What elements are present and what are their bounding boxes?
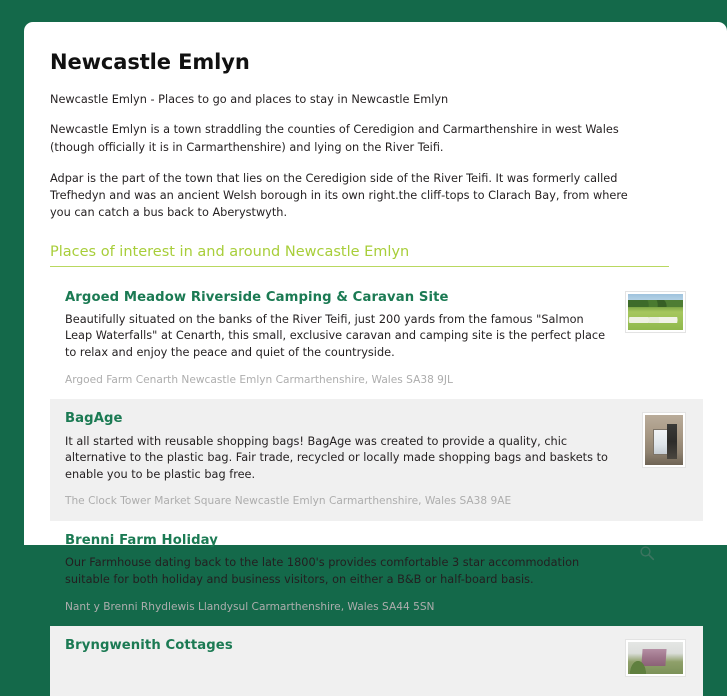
page-title: Newcastle Emlyn (50, 50, 250, 74)
listing-address: The Clock Tower Market Square Newcastle Emlyn Carmarthenshire, Wales SA38 9AE (65, 495, 512, 508)
content-card (24, 22, 727, 654)
shop-interior-photo-icon (645, 415, 683, 465)
listing-body (50, 289, 703, 388)
listing-description: It all started with reusable shopping bags! BagAge was created to provide a quality, chic alternative to the plastic bag. Fair trade, recycled or locally made shopping bags and baskets to enable you to be plastic bag free. (65, 434, 608, 481)
listing-title-link[interactable]: Brenni Farm Holiday (65, 533, 218, 549)
listing-body (50, 637, 703, 654)
listing-body (50, 532, 703, 614)
section-heading-places-of-interest: Places of interest in and around Newcastle Emlyn (50, 244, 410, 261)
cottage-photo-icon (628, 642, 683, 674)
listing-thumbnail-frame[interactable] (642, 412, 686, 468)
listing-title-link[interactable]: Bryngwenith Cottages (65, 638, 233, 654)
listing-description: Our Farmhouse dating back to the late 1800's provides comfortable 3 star accommodation suitable for both holiday and business visitors, on either a B&B or half-board basis. (65, 556, 580, 586)
listing-thumbnail-frame[interactable] (625, 639, 686, 677)
listing-title-link[interactable]: BagAge (65, 411, 123, 427)
listing-item[interactable] (50, 399, 703, 521)
listing-item[interactable] (50, 278, 703, 400)
page-tagline: Newcastle Emlyn - Places to go and places to stay in Newcastle Emlyn (50, 93, 449, 107)
listing-item[interactable] (50, 626, 703, 696)
intro-paragraph-2: Adpar is the part of the town that lies on the Ceredigion side of the River Teifi. It was formerly called Trefhedyn and was an ancient Welsh borough in its own right.the cliff-tops to Clarach Bay, from where you can catch a bus back to Aberystwyth. (50, 171, 628, 219)
content-card-inner (24, 22, 727, 696)
intro-paragraph-1: Newcastle Emlyn is a town straddling the counties of Ceredigion and Carmarthenshire in west Wales (though officially it is in Carmarthenshire) and lying on the River Teifi. (50, 123, 619, 154)
listing-address: Nant y Brenni Rhydlewis Llandysul Carmarthenshire, Wales SA44 5SN (65, 600, 435, 613)
listing-thumbnail-frame[interactable] (625, 291, 686, 333)
missing-image-magnifier-icon (639, 545, 655, 561)
listing-body (50, 410, 703, 509)
listing-address: Argoed Farm Cenarth Newcastle Emlyn Carmarthenshire, Wales SA38 9JL (65, 373, 453, 386)
listings-list (50, 267, 703, 696)
camping-field-photo-icon (628, 294, 683, 330)
listing-title-link[interactable]: Argoed Meadow Riverside Camping & Caravan Site (65, 289, 449, 305)
listing-description: Beautifully situated on the banks of the River Teifi, just 200 yards from the famous "Salmon Leap Waterfalls" at Cenarth, this small, exclusive caravan and camping site is the perfect place to relax and enjoy the peace and quiet of the countryside. (65, 312, 606, 360)
listing-item[interactable] (50, 521, 703, 626)
